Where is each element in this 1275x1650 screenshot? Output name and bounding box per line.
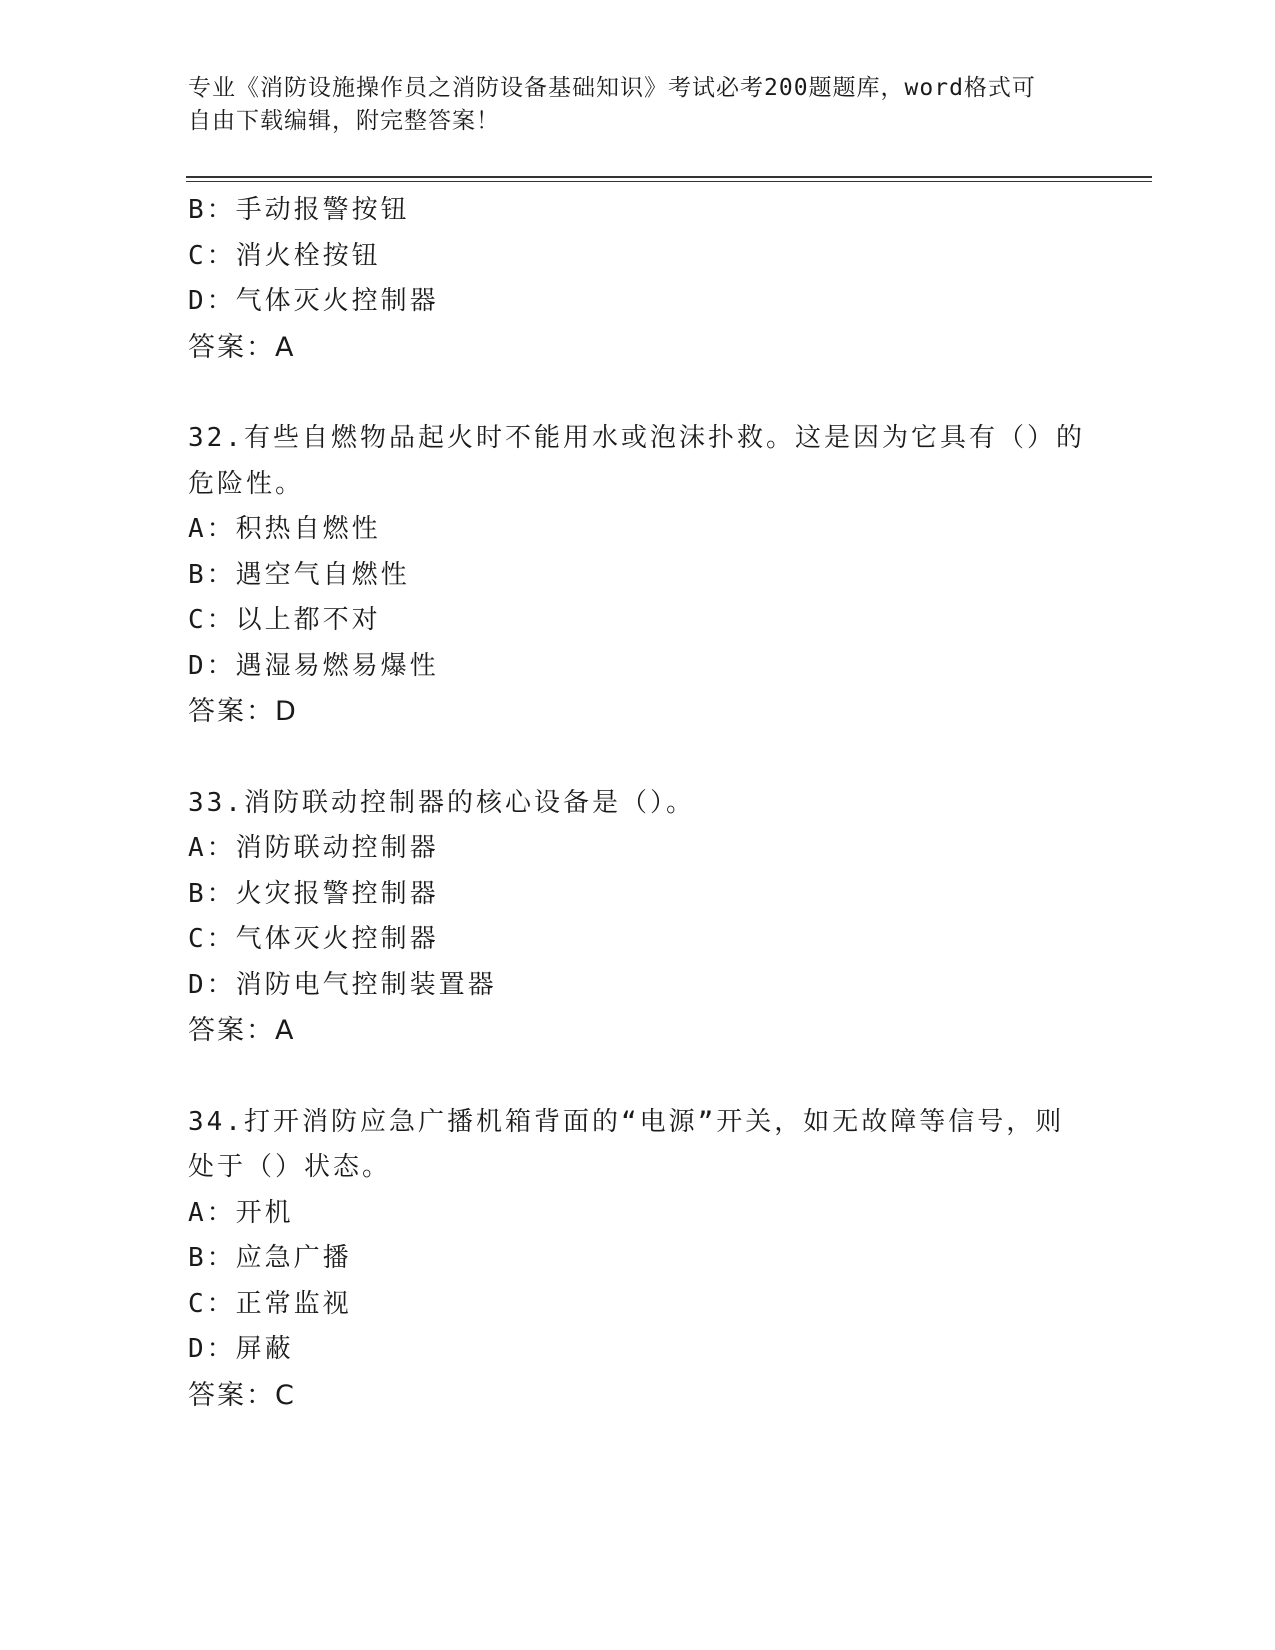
option-a: A：积热自燃性 (188, 514, 381, 544)
question-stem-line-2: 处于（）状态。 (188, 1152, 392, 1182)
option-c: C：以上都不对 (188, 605, 381, 635)
option-d: D：屏蔽 (188, 1334, 294, 1364)
question-33 (188, 781, 1088, 1054)
question-stem-line-2: 危险性。 (188, 468, 305, 499)
header-line-1: 专业《消防设施操作员之消防设备基础知识》考试必考200题题库，word格式可 (188, 75, 1036, 101)
option-c: C：气体灭火控制器 (188, 924, 439, 954)
option-d: D：遇湿易燃易爆性 (188, 650, 439, 681)
option-b: B：火灾报警控制器 (188, 878, 439, 909)
header-rule-thick (186, 176, 1152, 178)
answer: 答案：C (188, 1379, 296, 1411)
question-stem-line-1: 33.消防联动控制器的核心设备是（）。 (188, 787, 695, 818)
question-stem-line-1: 32.有些自燃物品起火时不能用水或泡沫扑救。这是因为它具有（）的 (188, 423, 1085, 453)
option-b: B：遇空气自燃性 (188, 559, 410, 590)
answer: 答案：A (188, 1015, 296, 1046)
question-34 (188, 1100, 1088, 1419)
option-a: A：消防联动控制器 (188, 833, 439, 863)
option-b: B：应急广播 (188, 1243, 352, 1273)
question-content (188, 188, 1088, 1418)
document-header (188, 72, 1068, 138)
option-a: A：开机 (188, 1197, 294, 1228)
option-c: C：消火栓按钮 (188, 240, 381, 271)
option-d: D：消防电气控制装置器 (188, 969, 497, 1000)
option-c: C：正常监视 (188, 1288, 352, 1319)
option-d: D：气体灭火控制器 (188, 286, 439, 316)
header-line-2: 自由下载编辑，附完整答案！ (188, 108, 500, 134)
question-stem-line-1: 34.打开消防应急广播机箱背面的“电源”开关，如无故障等信号，则 (188, 1106, 1065, 1137)
question-31-continued (188, 188, 1088, 370)
header-rule-thin (186, 181, 1152, 182)
option-b: B：手动报警按钮 (188, 195, 410, 225)
answer: 答案：D (188, 696, 298, 727)
answer: 答案：A (188, 331, 296, 363)
question-32 (188, 416, 1088, 735)
